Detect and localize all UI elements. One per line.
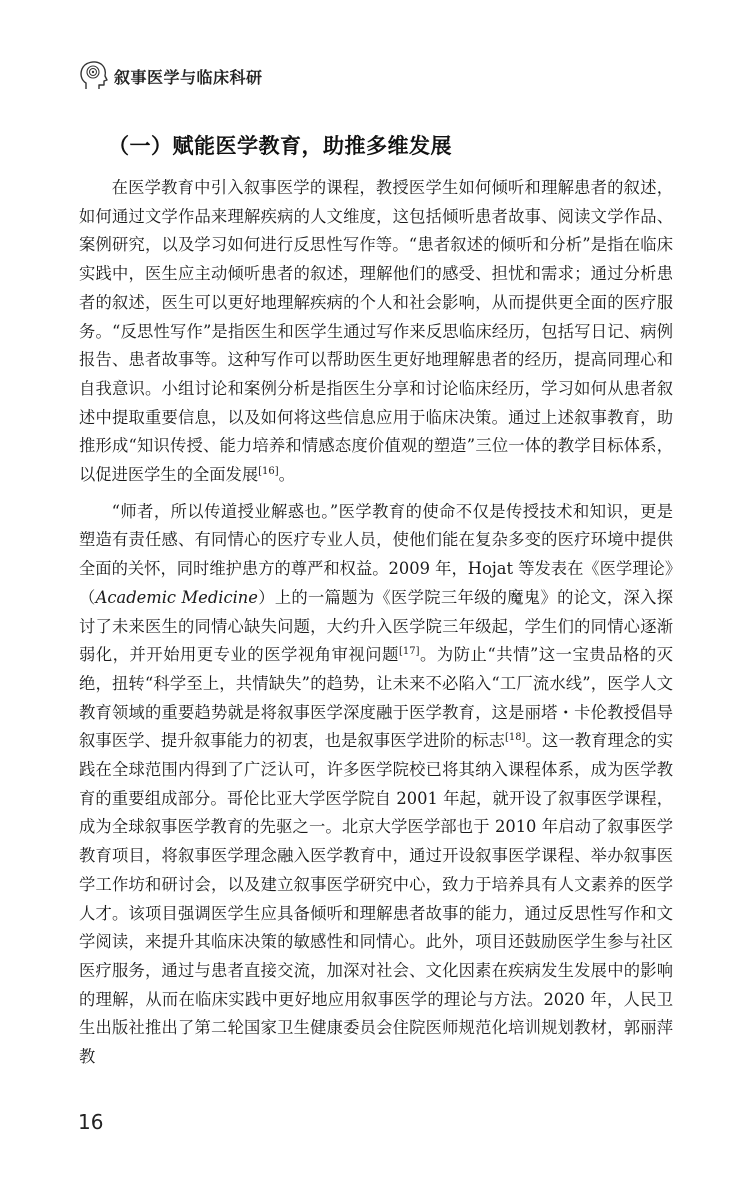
paragraph-2-seg4: 。这一教育理念的实践在全球范围内得到了广泛认可，许多医学院校已将其纳入课程体系，成为医学教育的重要组成部分。哥伦比亚大学医学院自 2001 年起，就开设了叙事医学课程，成为全球叙事医学教育的先驱之一。北京大学医学部也于 2010 年启动了叙事医学教育项目，将叙事医学理念融入医学教育中，通过开设叙事医学课程、举办叙事医学工作坊和研讨会，以及建立叙事医学研究中心，致力于培养具有人文素养的医学人才。该项目强调医学生应具备倾听和理解患者故事的能力，通过反思性写作和文学阅读，来提升其临床决策的敏感性和同情心。此外，项目还鼓励医学生参与社区医疗服务，通过与患者直接交流，加深对社会、文化因素在疾病发生发展中的影响的理解，从而在临床实践中更好地应用叙事医学的理论与方法。2020 年，人民卫生出版社推出了第二轮国家卫生健康委员会住院医师规范化培训规划教材，郭丽萍教: [79, 731, 673, 1067]
body-text: [79, 174, 673, 1072]
paragraph-1-text: 在医学教育中引入叙事医学的课程，教授医学生如何倾听和理解患者的叙述，如何通过文学作品来理解疾病的人文维度，这包括倾听患者故事、阅读文学作品、案例研究，以及学习如何进行反思性写作等。“患者叙述的倾听和分析”是指在临床实践中，医生应主动倾听患者的叙述，理解他们的感受、担忧和需求；通过分析患者的叙述，医生可以更好地理解疾病的个人和社会影响，从而提供更全面的医疗服务。“反思性写作”是指医生和医学生通过写作来反思临床经历，包括写日记、病例报告、患者故事等。这种写作可以帮助医生更好地理解患者的经历，提高同理心和自我意识。小组讨论和案例分析是指医生分享和讨论临床经历，学习如何从患者叙述中提取重要信息，以及如何将这些信息应用于临床决策。通过上述叙事教育，助推形成“知识传授、能力培养和情感态度价值观的塑造”三位一体的教学目标体系，以促进医学生的全面发展: [79, 178, 673, 485]
citation-17: [17]: [398, 646, 420, 658]
running-header: [78, 56, 263, 96]
citation-18: [18]: [505, 732, 526, 744]
section-title: （一）赋能医学教育，助推多维发展: [108, 134, 452, 158]
page-number: 16: [78, 1110, 104, 1134]
journal-name-en: Academic Medicine: [95, 587, 258, 607]
citation-16: [16]: [258, 466, 279, 478]
paragraph-2-seg3: 。为防止“共情”这一宝贵品格的灭绝，扭转“科学至上，共情缺失”的趋势，让未来不必陷入“工厂流水线”，医学人文教育领域的重要趋势就是将叙事医学深度融于医学教育，这是丽塔・卡伦教授倡导叙事医学、提升叙事能力的初衷，也是叙事医学进阶的标志: [79, 645, 673, 751]
paragraph-2: [79, 498, 673, 1072]
head-spiral-logo-icon: [78, 59, 108, 93]
paragraph-2-seg2: ）上的一篇题为《医学院三年级的魔鬼》的论文，深入探讨了未来医生的同情心缺失问题，大约升入医学院三年级起，学生们的同情心逐渐弱化，并开始用更专业的医学视角审视问题: [79, 587, 673, 665]
paragraph-2-seg1: “师者，所以传道授业解惑也。”医学教育的使命不仅是传授技术和知识，更是塑造有责任感、有同情心的医疗专业人员，使他们能在复杂多变的医疗环境中提供全面的关怀，同时维护患方的尊严和权益。2009 年，Hojat 等发表在《医学理论》（: [79, 501, 673, 607]
paragraph-1: [79, 174, 673, 490]
paragraph-1-end: 。: [278, 465, 295, 485]
running-header-title: 叙事医学与临床科研: [114, 67, 263, 87]
